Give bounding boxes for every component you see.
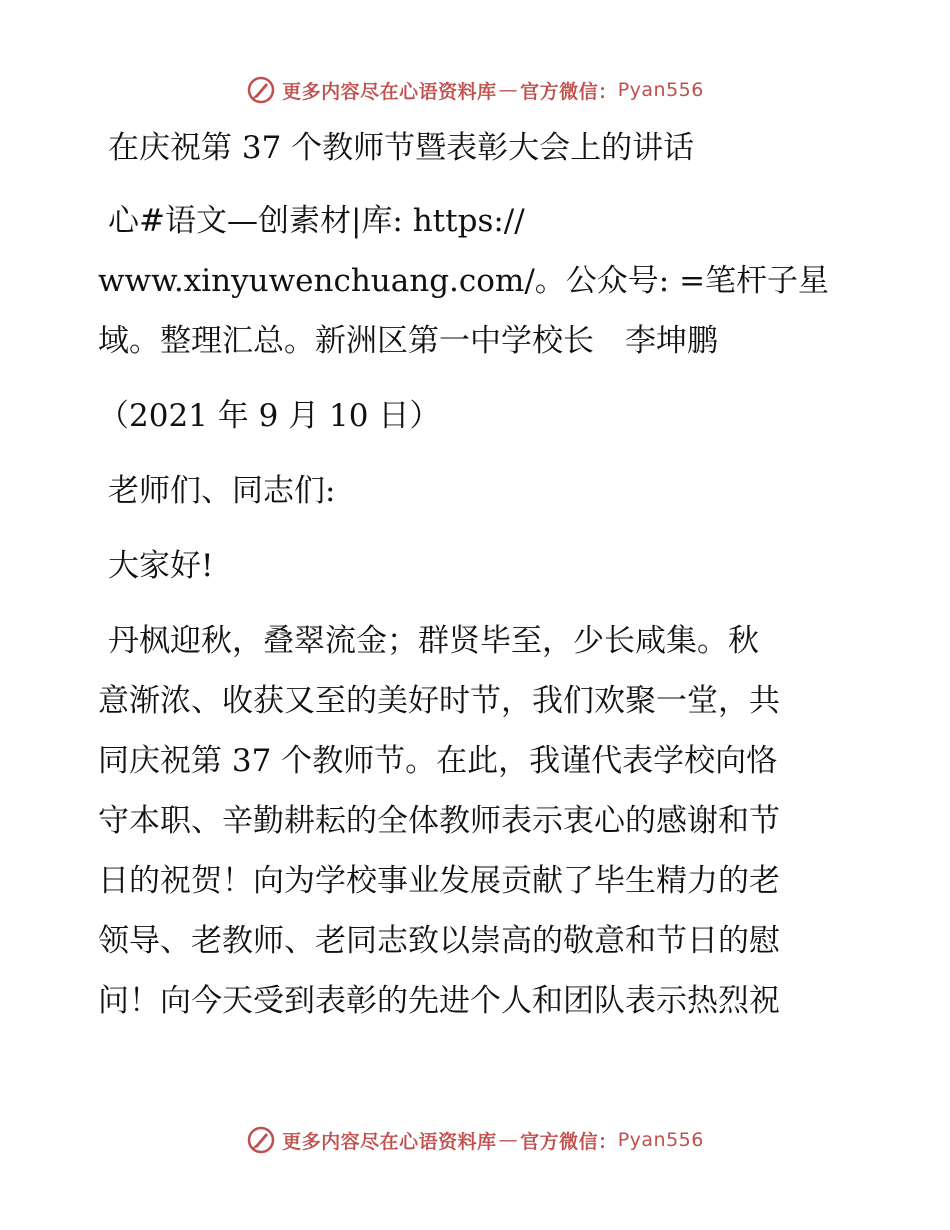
watermark-separator: —	[498, 1129, 519, 1151]
watermark-separator: —	[498, 79, 519, 101]
body-line: 领导、老教师、老同志致以崇高的敬意和节日的慰	[98, 923, 780, 959]
salutation: 老师们、同志们:	[108, 473, 336, 509]
speech-date: （2021 年 9 月 10 日）	[98, 398, 441, 434]
watermark-wechat-id: Pyan556	[617, 1129, 704, 1151]
body-line: 意渐浓、收获又至的美好时节，我们欢聚一堂，共	[98, 683, 780, 719]
quill-logo-icon	[246, 75, 276, 105]
source-line-2: www.xinyuwenchuang.com/。公众号: =笔杆子星	[98, 263, 830, 299]
document-title: 在庆祝第 37 个教师节暨表彰大会上的讲话	[108, 130, 695, 166]
source-line-1: 心#语文—创素材|库: https://	[108, 203, 525, 239]
footer-watermark	[0, 1123, 950, 1157]
header-watermark	[0, 73, 950, 107]
watermark-wechat-label: 官方微信：	[520, 80, 618, 103]
body-line: 问！向今天受到表彰的先进个人和团队表示热烈祝	[98, 983, 780, 1019]
body-line: 丹枫迎秋，叠翠流金；群贤毕至，少长咸集。秋	[108, 623, 759, 659]
body-line: 日的祝贺！向为学校事业发展贡献了毕生精力的老	[98, 863, 780, 899]
body-line: 同庆祝第 37 个教师节。在此，我谨代表学校向恪	[98, 743, 778, 779]
watermark-text: 更多内容尽在心语资料库	[282, 1130, 497, 1153]
watermark-wechat-id: Pyan556	[617, 79, 704, 101]
document-page	[98, 118, 858, 1031]
watermark-wechat-label: 官方微信：	[520, 1130, 618, 1153]
source-line-3: 域。整理汇总。新洲区第一中学校长 李坤鹏	[98, 323, 718, 359]
quill-logo-icon	[246, 1125, 276, 1155]
body-line: 守本职、辛勤耕耘的全体教师表示衷心的感谢和节	[98, 803, 780, 839]
watermark-text: 更多内容尽在心语资料库	[282, 80, 497, 103]
greeting: 大家好!	[108, 548, 214, 584]
